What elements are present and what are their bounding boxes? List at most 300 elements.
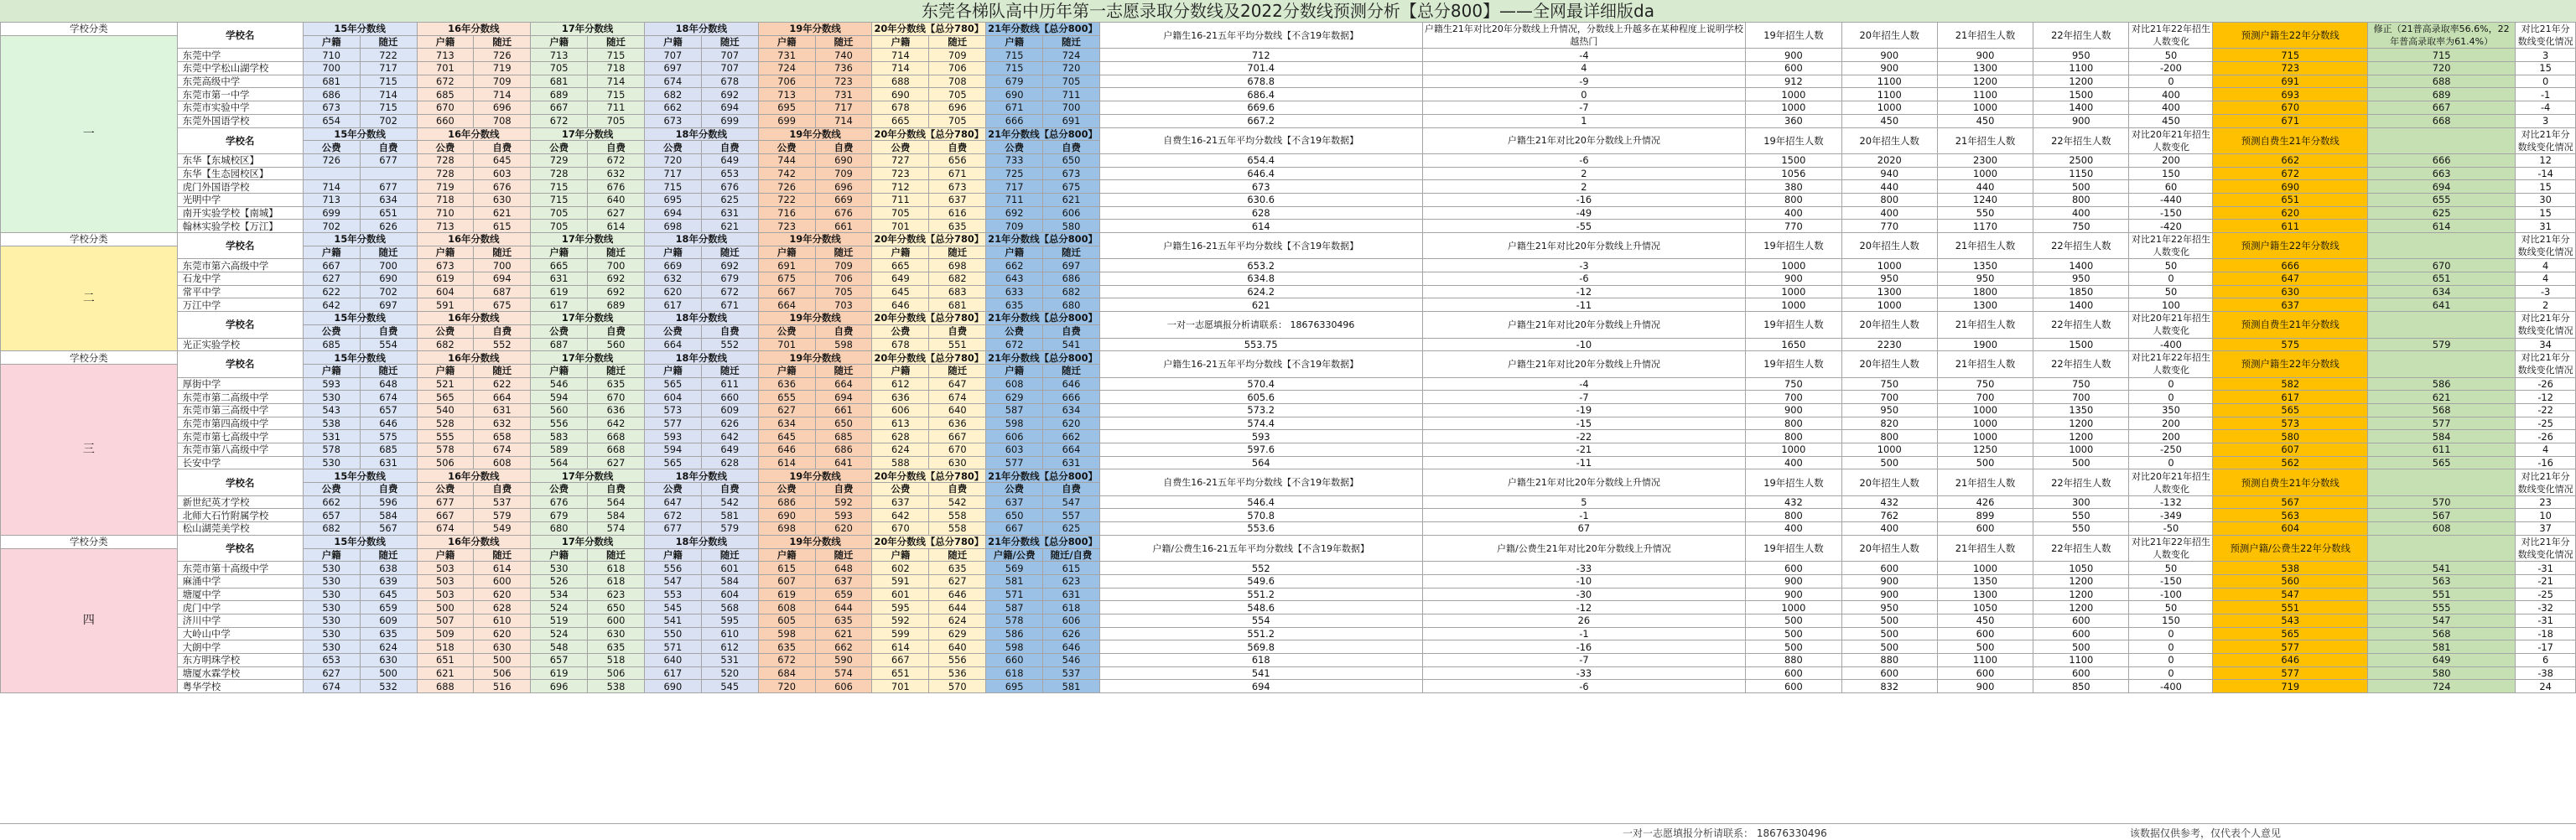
enroll20-cell: 900 (1841, 574, 1937, 588)
sub-header-a: 户籍 (417, 548, 474, 562)
school-header: 学校名 (177, 469, 303, 495)
prediction-cell: 551 (2213, 601, 2368, 614)
sub-header-b: 自费 (474, 141, 531, 154)
enroll21-cell: 700 (1937, 391, 2033, 404)
score-cell: 664 (644, 338, 701, 351)
year-header-y19: 19年分数线 (758, 351, 872, 365)
sub-header-b: 随迁 (701, 246, 758, 259)
score-cell: 695 (986, 680, 1043, 693)
sub-header-b: 自费 (701, 483, 758, 496)
score-cell: 631 (531, 272, 588, 286)
score-cell: 728 (417, 153, 474, 167)
sub-header-a: 户籍 (986, 246, 1043, 259)
score-cell: 548 (531, 640, 588, 654)
score-cell: 731 (758, 49, 815, 62)
enroll22-cell: 1200 (2033, 430, 2129, 443)
table-row (1, 285, 2576, 298)
enroll19-cell: 770 (1746, 220, 1841, 233)
enroll-change-cell: 50 (2129, 562, 2213, 575)
avg-score-cell: 554 (1099, 614, 1422, 627)
enroll-change-cell: 0 (2129, 272, 2213, 286)
score-cell: 714 (872, 62, 929, 75)
rise-header: 户籍生21年对比20年分数线上升情况 (1422, 233, 1746, 259)
enroll-change-cell: 60 (2129, 180, 2213, 194)
school-header: 学校名 (177, 23, 303, 49)
enroll19-header: 19年招生人数 (1746, 23, 1841, 49)
score-cell: 635 (986, 298, 1043, 312)
sub-header-b: 自费 (360, 324, 417, 338)
school-name: 厚街中学 (177, 377, 303, 391)
enroll20-cell: 500 (1841, 456, 1937, 469)
score-cell: 607 (758, 574, 815, 588)
prediction-cell: 693 (2213, 88, 2368, 101)
score-cell: 645 (872, 285, 929, 298)
fix-cell: 689 (2368, 88, 2516, 101)
score-cell: 651 (872, 666, 929, 680)
enroll19-cell: 400 (1746, 522, 1841, 536)
enroll21-header: 21年招生人数 (1937, 351, 2033, 377)
score-cell: 541 (644, 614, 701, 627)
score-cell: 649 (701, 443, 758, 457)
score-cell: 646 (929, 588, 986, 601)
score-cell: 627 (758, 403, 815, 417)
enroll19-cell: 900 (1746, 403, 1841, 417)
score-cell: 690 (872, 88, 929, 101)
sub-header-a: 户籍 (758, 548, 815, 562)
score-cell: 634 (1043, 403, 1100, 417)
score-cell: 530 (303, 391, 360, 404)
score-cell: 608 (474, 456, 531, 469)
score-cell: 708 (474, 114, 531, 127)
enroll21-cell: 426 (1937, 495, 2033, 509)
avg-score-cell: 605.6 (1099, 391, 1422, 404)
header-row (1, 312, 2576, 325)
score-cell: 694 (815, 391, 872, 404)
score-cell: 675 (758, 272, 815, 286)
prediction-cell: 543 (2213, 614, 2368, 627)
enroll22-cell: 600 (2033, 614, 2129, 627)
table-row (1, 338, 2576, 351)
score-cell: 700 (360, 259, 417, 272)
avg-score-cell: 552 (1099, 562, 1422, 575)
rise-cell: -4 (1422, 49, 1746, 62)
score-cell: 674 (360, 391, 417, 404)
score-cell: 546 (531, 377, 588, 391)
score-cell: 624 (360, 640, 417, 654)
enroll20-cell: 762 (1841, 509, 1937, 522)
school-name: 大朗中学 (177, 640, 303, 654)
score-cell: 573 (644, 403, 701, 417)
score-cell: 538 (588, 680, 645, 693)
sub-header-b: 随迁 (701, 364, 758, 377)
enroll20-cell: 400 (1841, 522, 1937, 536)
fix-cell: 651 (2368, 272, 2516, 286)
prediction-header: 预测自费生21年分数线 (2213, 469, 2368, 495)
score-cell: 614 (758, 456, 815, 469)
table-row (1, 417, 2576, 430)
score-cell: 672 (986, 338, 1043, 351)
score-cell: 629 (986, 391, 1043, 404)
year-header-y18: 18年分数线 (644, 469, 758, 483)
score-cell: 627 (303, 272, 360, 286)
score-cell: 531 (701, 654, 758, 667)
enroll19-cell: 880 (1746, 654, 1841, 667)
score-cell: 702 (360, 285, 417, 298)
score-cell: 719 (417, 180, 474, 194)
enroll21-header: 21年招生人数 (1937, 469, 2033, 495)
avg-score-cell: 630.6 (1099, 193, 1422, 206)
sub-header-b: 自费 (1043, 483, 1100, 496)
school-name: 光正实验学校 (177, 338, 303, 351)
score-cell: 603 (474, 167, 531, 180)
score-cell: 651 (417, 654, 474, 667)
enroll19-header: 19年招生人数 (1746, 127, 1841, 153)
score-cell: 677 (360, 180, 417, 194)
avg-score-cell: 564 (1099, 456, 1422, 469)
score-cell: 675 (474, 298, 531, 312)
score-cell: 700 (588, 259, 645, 272)
change-header: 对比21年分数线变化情况 (2516, 127, 2576, 153)
score-cell: 578 (303, 443, 360, 457)
rise-cell: -22 (1422, 430, 1746, 443)
score-cell: 692 (588, 285, 645, 298)
enroll20-cell: 880 (1841, 654, 1937, 667)
score-cell: 647 (929, 377, 986, 391)
prediction-cell: 577 (2213, 666, 2368, 680)
sub-header-a: 户籍 (644, 364, 701, 377)
change-cell: -25 (2516, 417, 2576, 430)
year-header-y16: 16年分数线 (417, 351, 531, 365)
sub-header-b: 随迁 (474, 364, 531, 377)
fix-cell: 649 (2368, 654, 2516, 667)
score-cell: 654 (303, 114, 360, 127)
enroll22-cell: 1400 (2033, 259, 2129, 272)
enroll21-cell: 899 (1937, 509, 2033, 522)
sub-header-b: 随迁 (588, 364, 645, 377)
year-header-y17: 17年分数线 (531, 535, 645, 548)
enroll21-cell: 600 (1937, 627, 2033, 640)
enroll21-header: 21年招生人数 (1937, 127, 2033, 153)
table-row (1, 49, 2576, 62)
enroll22-cell: 950 (2033, 272, 2129, 286)
year-header-y17: 17年分数线 (531, 233, 645, 246)
score-cell: 556 (644, 562, 701, 575)
score-cell: 616 (929, 206, 986, 220)
score-cell: 621 (474, 206, 531, 220)
score-cell: 685 (303, 338, 360, 351)
school-name: 东莞外国语学校 (177, 114, 303, 127)
score-cell (303, 167, 360, 180)
enroll22-cell: 1100 (2033, 62, 2129, 75)
rise-cell: -55 (1422, 220, 1746, 233)
enroll19-header: 19年招生人数 (1746, 535, 1841, 561)
enroll19-cell: 912 (1746, 75, 1841, 88)
school-header: 学校名 (177, 127, 303, 153)
enroll21-cell: 1350 (1937, 259, 2033, 272)
sub-header-b: 随迁/自费 (1043, 548, 1100, 562)
avg-score-header: 一对一志愿填报分析请联系： 18676330496 (1099, 312, 1422, 338)
score-cell: 552 (701, 338, 758, 351)
score-cell: 589 (531, 443, 588, 457)
score-cell: 733 (986, 153, 1043, 167)
enroll19-cell: 800 (1746, 193, 1841, 206)
score-cell: 516 (474, 680, 531, 693)
enroll20-cell: 750 (1841, 377, 1937, 391)
enroll22-cell: 1150 (2033, 167, 2129, 180)
table-row (1, 193, 2576, 206)
avg-score-cell: 634.8 (1099, 272, 1422, 286)
enroll19-cell: 800 (1746, 509, 1841, 522)
enroll-change-cell: -400 (2129, 338, 2213, 351)
school-name: 济川中学 (177, 614, 303, 627)
enroll21-cell: 450 (1937, 614, 2033, 627)
score-cell: 715 (644, 180, 701, 194)
sub-header-a: 公费 (872, 324, 929, 338)
year-header-y21: 21年分数线【总分800】 (986, 312, 1100, 325)
score-cell: 648 (815, 562, 872, 575)
score-cell: 660 (986, 654, 1043, 667)
sub-header-b: 自费 (474, 483, 531, 496)
score-cell: 606 (815, 680, 872, 693)
sub-header-a: 公费 (303, 141, 360, 154)
sub-header-a: 户籍 (417, 246, 474, 259)
enroll22-header: 22年招生人数 (2033, 127, 2129, 153)
score-cell: 665 (872, 114, 929, 127)
avg-score-cell: 551.2 (1099, 627, 1422, 640)
score-cell: 574 (588, 522, 645, 536)
school-name: 翰林实验学校【万江】 (177, 220, 303, 233)
score-cell: 696 (531, 680, 588, 693)
rise-cell: -12 (1422, 601, 1746, 614)
score-cell: 718 (417, 193, 474, 206)
score-cell: 646 (1043, 377, 1100, 391)
sub-header-a: 户籍 (303, 548, 360, 562)
score-cell: 595 (872, 601, 929, 614)
score-cell: 612 (701, 640, 758, 654)
score-cell: 554 (360, 338, 417, 351)
score-cell: 698 (758, 522, 815, 536)
sub-header-b: 随迁 (929, 548, 986, 562)
score-cell: 676 (815, 206, 872, 220)
score-cell: 629 (929, 627, 986, 640)
enroll20-header: 20年招生人数 (1841, 469, 1937, 495)
prediction-header: 预测户籍/公费生22年分数线 (2213, 535, 2368, 561)
avg-score-cell: 678.8 (1099, 75, 1422, 88)
score-cell: 593 (815, 509, 872, 522)
score-cell: 565 (417, 391, 474, 404)
enroll-change-cell: -200 (2129, 62, 2213, 75)
enroll22-cell: 300 (2033, 495, 2129, 509)
enroll21-cell: 1050 (1937, 601, 2033, 614)
enroll20-cell: 900 (1841, 588, 1937, 601)
year-header-y15: 15年分数线 (303, 535, 417, 548)
enroll20-header: 20年招生人数 (1841, 535, 1937, 561)
score-cell: 688 (417, 680, 474, 693)
year-header-y15: 15年分数线 (303, 469, 417, 483)
score-cell: 556 (929, 654, 986, 667)
sheet-footer (0, 823, 2576, 840)
score-cell: 618 (588, 562, 645, 575)
table-row (1, 588, 2576, 601)
score-cell: 729 (531, 153, 588, 167)
score-cell: 651 (360, 206, 417, 220)
category-cell: 四 (1, 548, 178, 693)
avg-score-cell: 669.6 (1099, 101, 1422, 115)
avg-score-cell: 667.2 (1099, 114, 1422, 127)
score-cell: 687 (474, 285, 531, 298)
score-cell: 521 (417, 377, 474, 391)
year-header-y20: 20年分数线【总分780】 (872, 127, 986, 141)
enroll19-cell: 750 (1746, 377, 1841, 391)
rise-cell: -11 (1422, 298, 1746, 312)
score-cell: 705 (1043, 75, 1100, 88)
sub-header-a: 公费 (644, 141, 701, 154)
school-name: 东莞市第八高级中学 (177, 443, 303, 457)
sub-header-b: 自费 (588, 483, 645, 496)
sub-header-a: 户籍 (417, 364, 474, 377)
score-cell: 669 (815, 193, 872, 206)
enroll20-cell: 950 (1841, 403, 1937, 417)
year-header-y20: 20年分数线【总分780】 (872, 535, 986, 548)
enroll20-cell: 940 (1841, 167, 1937, 180)
sub-header-b: 随迁 (588, 35, 645, 49)
category-cell: 一 (1, 35, 178, 232)
fix-cell: 720 (2368, 62, 2516, 75)
score-cell: 580 (1043, 220, 1100, 233)
sub-header-b: 随迁 (929, 246, 986, 259)
year-header-y19: 19年分数线 (758, 233, 872, 246)
score-cell: 673 (1043, 167, 1100, 180)
enroll21-cell: 750 (1937, 377, 2033, 391)
school-name: 麻涌中学 (177, 574, 303, 588)
enroll-change-header: 对比20年21年招生人数变化 (2129, 469, 2213, 495)
score-cell: 618 (588, 574, 645, 588)
score-cell: 642 (701, 430, 758, 443)
score-cell: 609 (701, 403, 758, 417)
score-cell: 593 (303, 377, 360, 391)
score-cell: 540 (417, 403, 474, 417)
sub-header-a: 户籍 (986, 364, 1043, 377)
avg-score-cell: 646.4 (1099, 167, 1422, 180)
prediction-cell: 691 (2213, 75, 2368, 88)
score-cell: 686 (303, 88, 360, 101)
score-cell: 528 (417, 417, 474, 430)
score-cell: 591 (872, 574, 929, 588)
sub-header-b: 自费 (701, 141, 758, 154)
score-cell: 631 (701, 206, 758, 220)
score-cell: 709 (474, 75, 531, 88)
score-cell: 662 (644, 101, 701, 115)
school-name: 塘厦中学 (177, 588, 303, 601)
change-cell: 3 (2516, 49, 2576, 62)
score-cell: 699 (758, 114, 815, 127)
score-cell: 728 (531, 167, 588, 180)
change-cell: 15 (2516, 180, 2576, 194)
score-cell: 697 (644, 62, 701, 75)
score-cell: 643 (986, 272, 1043, 286)
enroll21-cell: 1100 (1937, 654, 2033, 667)
school-name: 东华【东城校区】 (177, 153, 303, 167)
enroll-change-header: 对比21年22年招生人数变化 (2129, 351, 2213, 377)
sub-header-a: 公费 (872, 483, 929, 496)
sub-header-b: 随迁 (1043, 35, 1100, 49)
score-cell: 626 (1043, 627, 1100, 640)
year-header-y15: 15年分数线 (303, 351, 417, 365)
year-header-y18: 18年分数线 (644, 312, 758, 325)
category-header: 学校分类 (1, 351, 178, 365)
score-cell: 642 (872, 509, 929, 522)
enroll22-cell: 900 (2033, 114, 2129, 127)
table-row (1, 654, 2576, 667)
year-header-y15: 15年分数线 (303, 233, 417, 246)
table-row (1, 430, 2576, 443)
prediction-cell: 672 (2213, 167, 2368, 180)
score-cell: 673 (417, 259, 474, 272)
avg-score-header: 户籍生16-21五年平均分数线【不含19年数据】 (1099, 351, 1422, 377)
rise-cell: -49 (1422, 206, 1746, 220)
score-cell: 649 (701, 153, 758, 167)
score-cell: 674 (929, 391, 986, 404)
score-cell: 713 (758, 88, 815, 101)
score-cell: 626 (360, 220, 417, 233)
enroll22-cell: 600 (2033, 627, 2129, 640)
score-cell: 620 (815, 522, 872, 536)
change-cell: -14 (2516, 167, 2576, 180)
score-cell: 558 (929, 509, 986, 522)
sub-header-a: 公费 (758, 324, 815, 338)
enroll19-cell: 1000 (1746, 298, 1841, 312)
enroll-change-cell: 0 (2129, 391, 2213, 404)
avg-score-cell: 548.6 (1099, 601, 1422, 614)
school-name: 北师大石竹附属学校 (177, 509, 303, 522)
rise-cell: 26 (1422, 614, 1746, 627)
year-header-y20: 20年分数线【总分780】 (872, 469, 986, 483)
score-cell: 635 (815, 614, 872, 627)
sub-header-b: 自费 (701, 324, 758, 338)
category-header: 学校分类 (1, 23, 178, 36)
score-cell: 555 (417, 430, 474, 443)
score-cell: 672 (417, 75, 474, 88)
score-cell: 691 (1043, 114, 1100, 127)
category-cell: 二 (1, 246, 178, 351)
sub-header-b: 随迁 (701, 548, 758, 562)
score-cell: 613 (872, 417, 929, 430)
score-cell: 618 (986, 666, 1043, 680)
score-cell: 698 (929, 259, 986, 272)
category-header: 学校分类 (1, 233, 178, 246)
score-cell: 524 (531, 601, 588, 614)
school-name: 常平中学 (177, 285, 303, 298)
score-cell: 677 (360, 153, 417, 167)
year-header-y21: 21年分数线【总分800】 (986, 535, 1100, 548)
score-cell: 702 (360, 114, 417, 127)
enroll-change-cell: 200 (2129, 417, 2213, 430)
score-cell: 690 (360, 272, 417, 286)
year-header-y17: 17年分数线 (531, 312, 645, 325)
score-cell: 635 (758, 640, 815, 654)
sub-header-b: 随迁 (474, 548, 531, 562)
school-header: 学校名 (177, 351, 303, 377)
enroll21-cell: 1000 (1937, 403, 2033, 417)
prediction-cell: 723 (2213, 62, 2368, 75)
fix-header (2368, 233, 2516, 259)
score-cell: 714 (303, 180, 360, 194)
score-cell: 594 (644, 443, 701, 457)
score-cell: 705 (815, 285, 872, 298)
fix-cell: 694 (2368, 180, 2516, 194)
sub-header-b: 随迁 (588, 246, 645, 259)
enroll21-cell: 1000 (1937, 562, 2033, 575)
